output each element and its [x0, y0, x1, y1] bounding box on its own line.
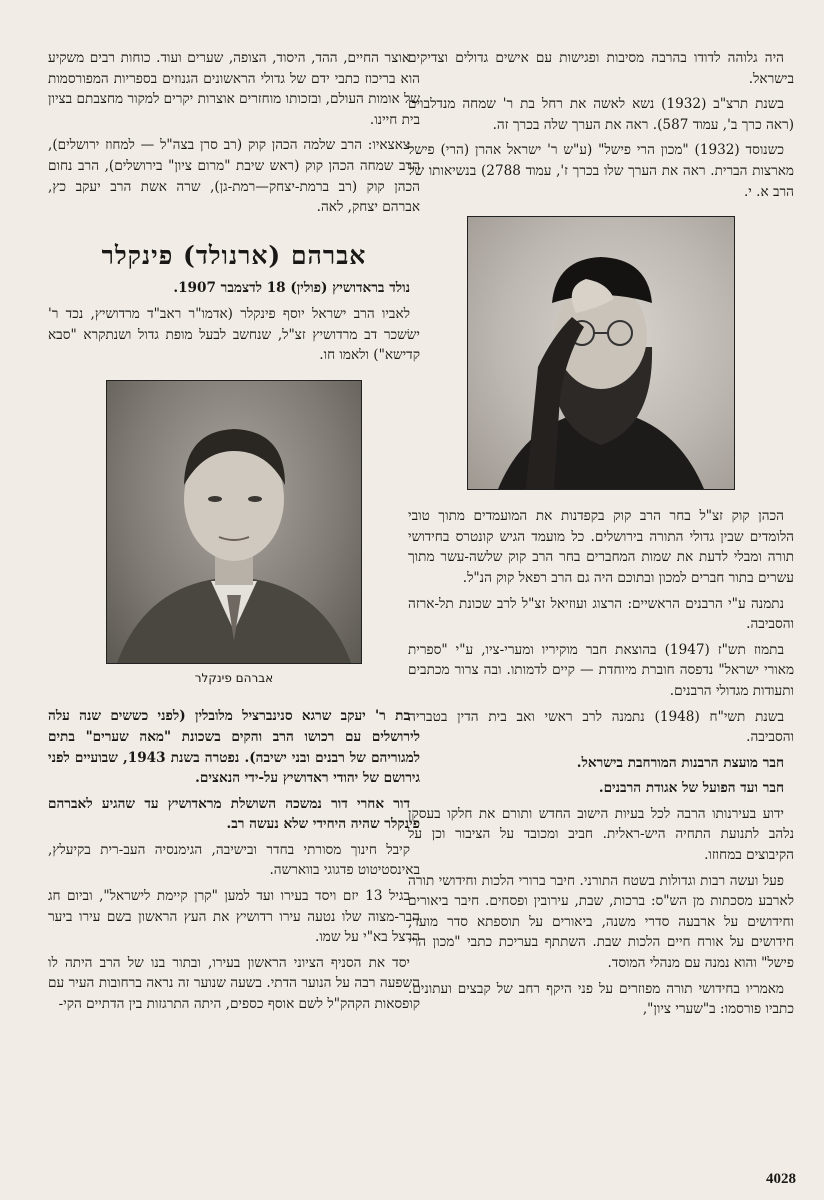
right-column [408, 48, 794, 1025]
paragraph: הכהן קוק זצ"ל בחר הרב קוק בקפדנות את המועמדים מתוך טובי הלומדים שבין גדולי התורה בירושלים. כל מועמד הגיש קונטרס בחידושי תורה ומבלי לדעת את שמות המחברים בחר הרב קוק שלשה-עשר מתוך עשרים בתור חברים למכון ובתוכם היה גם הרב רפאל קוק הנ"ל. [408, 508, 794, 586]
paragraph: קיבל חינוך מסורתי בחדר ובישיבה, הגימנסיה העב-רית בקיעלץ, באינסטיטוט פדגוגי בווארשה. [48, 841, 420, 879]
page-number: 4028 [766, 1171, 796, 1187]
portrait-photo-finkler [106, 380, 362, 664]
paragraph: דור אחרי דור נמשכה השושלת מראדושיץ עד שהגיע לאברהם פינקלר שהיה היחידי שלא נעשה רב. [48, 795, 420, 833]
paragraph: חבר ועד הפועל של אגודת הרבנים. [598, 780, 784, 797]
paragraph: היה גלוהה לדודו בהרבה מסיבות ופגישות עם אישים גדולים וצדיקים בישראל. [408, 50, 794, 87]
paragraph: בגיל 13 יזם ויסד בעירו ועד למען "קרן קיימת לישראל", וביום חג הבר-מצוה שלו נטעה עירו רדושיץ את העץ הראשון בשם עירו ביער הרצל בא"י על שמו. [48, 888, 420, 946]
paragraph: בשנת תשי"ח (1948) נתמנה לרב ראשי ואב בית הדין בטבריה והסביבה. [408, 708, 794, 746]
paragraph: נתמנה ע"י הרבנים הראשיים: הרצוג ועוזיאל זצ"ל לרב שכונת תל-ארזה והסביבה. [408, 595, 794, 633]
portrait-rabbi-image [468, 217, 734, 489]
paragraph: חבר מועצת הרבנות המורחבת בישראל. [576, 754, 784, 771]
portrait-photo-rabbi [467, 216, 735, 490]
paragraph: בשנת תרצ"ב (1932) נשא לאשה את רחל בת ר' שמחה מנדלבוים (ראה כרך ב', עמוד 587). ראה את הערך שלה בכרך זה. [408, 96, 794, 133]
paragraph: כשנוסד (1932) "מכון הרי פישל" (ע"ש ר' ישראל אהרן (הרי) פישל מארצות הברית. ראה את הערך שלו בכרך ז', עמוד 2788) בנשיאותו של הרב א. י. [408, 142, 794, 200]
left-column [48, 48, 420, 1020]
paragraph: יסד את הסניף הציוני הראשון בעירו, ובתור בנו של הרב היתה לו השפעה רבה על הנוער הדתי. בשעה שנוער זה נראה ברחובות העיר עם קופסאות הקהק"ל לשם אוסף כספים, היתה התרגזות בין הדתיים הקי- [48, 954, 420, 1013]
photo-caption: אברהם פינקלר [194, 670, 274, 685]
portrait-finkler-image [107, 381, 361, 663]
paragraph: ידוע בעירנותו הרבה לכל בעיות הישוב החדש ותורם את חלקו בעסקן נלהב לתנועת התחיה היש-ראלית. חביב ומכובד על הציבור וכן על הקיבוצים במחוזו. [408, 805, 794, 864]
paragraph: מאמריו בחידושי תורה מפוזרים על פני היקף רחב של קבצים ועתונים. כתביו פורסמו: ב"שערי ציון", [408, 980, 794, 1018]
paragraph: פעל ועשה רבות וגדולות בשטח התורני. חיבר ברורי הלכות וחידושי תורה לארבע מסכתות מן הש"ס: ברכות, שבת, עירובין ופסחים. חיבר ביאורים וחידושים על ארבעה סדרי משנה, ביאורים על תוספתא סדר מועד, חידושים על אורח חיים הלכות שבת. השתתף בעריכת כתבי "מכון הרי פישל" והוא נמנה עם מנהלי המוסד. [408, 872, 794, 972]
paragraph: בתמוז תש"ז (1947) בהוצאת חבר מוקיריו ומערי-ציו, ע"י "ספרית מאורי ישראל" נדפסה חוברת מיוחדת — קיים לדמותו. ובה צרור מכתבים ותעודות מגדולי הרבנים. [408, 641, 794, 699]
entry-title: אברהם (ארנולד) פינקלר [101, 240, 367, 270]
paragraph: צאצאיו: הרב שלמה הכהן קוק (רב סרן בצה"ל — למחוז ירושלים), הרב שמחה הכהן קוק (ראש שיבת "מרום ציון" בירושלים), הרב נחום הכהן קוק (רב ברמת-יצחק—רמת-גן), שרה אשת הרב יעקב כץ, אברהם יצחק, לאה. [48, 137, 420, 216]
paragraph: לאביו הרב ישראל יוסף פינקלר (אדמו"ר ראב"ד מרדושיץ, נכד ר' ישׂשכר דב מרדושיץ זצ"ל, שנחשב לבעל מופת גדול ושנתקרא "סבא קדישא") ולאמו חו. [48, 305, 420, 364]
paragraph: אוצר החיים, ההד, היסוד, הצופה, שערים ועוד. כוחות רבים משקיע הוא בריכוז כתבי ידם של גדולי הראשונים הגנוזים בספריות המפורסמות של אומות העולם, ובזכותו מוחזרים אוצרות יקרים למקור מחצבתם בציון בית חיינו. [48, 50, 420, 128]
paragraph: נולד בראדושיץ (פולין) 18 לדצמבר 1907. [173, 280, 410, 297]
paragraph: בת ר' יעקב שרגא סנינברציל מלובלין (לפני כששים שנה עלה לירושלים עם רכושו הרב והקים בשכונת "מאה שערים" בתים למגוריהם של רבנים ובני ישיבה). נפטרה בשנת 1943, שבועיים לפני גירושם של יהודי ראדושיץ על-ידי הנאצים. [48, 708, 420, 787]
